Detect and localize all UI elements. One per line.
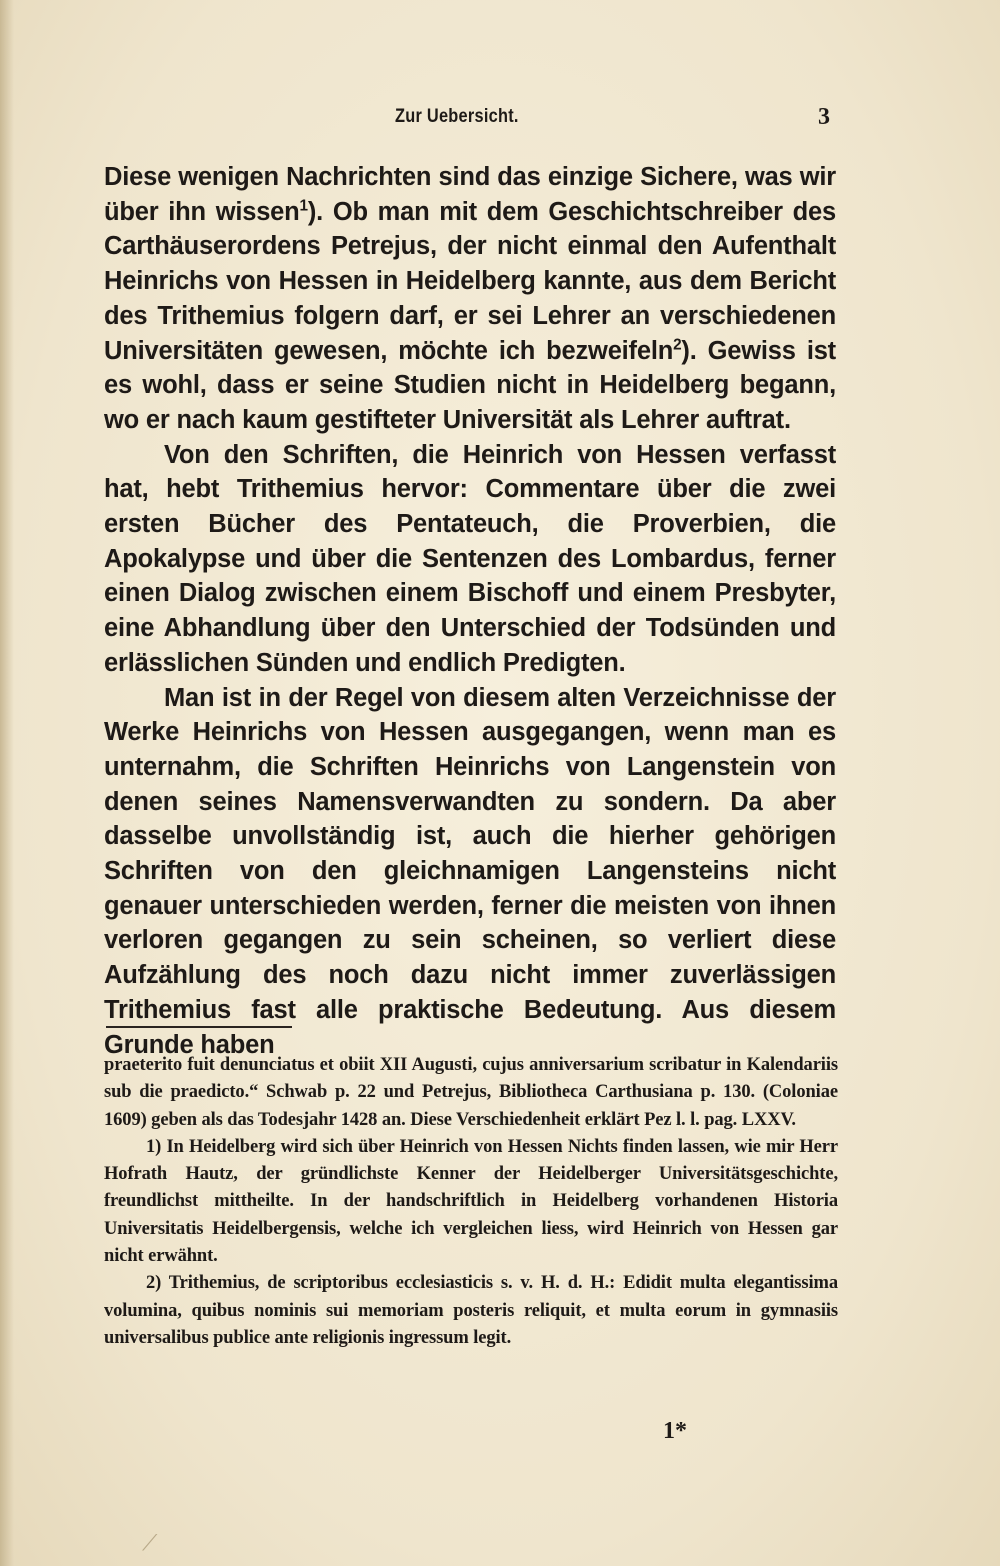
paragraph-3: Man ist in der Regel von diesem alten Verzeichnisse der Werke Heinrichs von Hessen ausgegangen, wenn man es unternahm, die Schriften Heinrichs von Langenstein von denen seines Namensverwandten zu sondern. Da aber dasselbe unvollständig ist, auch die hierher gehörigen Schriften von den gleichnamigen Langensteins nicht genauer unterschieden werden, ferner die meisten von ihnen verloren gegangen zu sein scheinen, so verliert diese Aufzählung des noch dazu nicht immer zuverlässigen Trithemius fast alle praktische Bedeutung. Aus diesem Grunde haben bbox=[104, 683, 836, 1059]
paragraph-1-text-a: Diese wenigen Nachrichten sind das einzige Sichere, was wir über ihn wissen bbox=[104, 163, 836, 226]
page-corner-crease: ⟋ bbox=[142, 1530, 158, 1555]
paragraph-2: Von den Schriften, die Heinrich von Hessen verfasst hat, hebt Trithemius hervor: Commentare über die zwei ersten Bücher des Pentateuch, die Proverbien, die Apokalypse und über die Sentenzen des Lombardus, ferner einen Dialog zwischen einem Bischoff und einem Presbyter, eine Abhandlung über den Unterschied der Todsünden und erlässlichen Sünden und endlich Predigten. bbox=[104, 440, 836, 677]
footnote-ref-1: 1 bbox=[299, 197, 308, 215]
footnote-ref-2: 2 bbox=[673, 336, 682, 354]
page-number: 3 bbox=[818, 104, 830, 130]
main-text bbox=[104, 160, 836, 1062]
paragraph-1-text-b: ). Ob man mit dem Geschichtschreiber des Carthäuserordens Petrejus, der nicht einmal den Aufenthalt Heinrichs von Hessen in Heidelberg kannte, aus dem Bericht des Trithemius folgern darf, er sei Lehrer an verschiedenen Universitäten gewesen, möchte ich bezweifeln bbox=[104, 197, 836, 365]
running-head: Zur Uebersicht. bbox=[395, 106, 519, 127]
signature-mark: 1* bbox=[663, 1418, 687, 1444]
footnote-rule bbox=[106, 1026, 292, 1028]
page-gutter-shadow bbox=[0, 0, 14, 1566]
footnote-1: 1) In Heidelberg wird sich über Heinrich von Hessen Nichts finden lassen, wie mir Herr Hofrath Hautz, der gründlichste Kenner der Heidelberger Universitätsgeschichte, freundlichst mittheilte. In der handschriftlich in Heidelberg vorhandenen Historia Universitatis Heidelbergensis, welche ich vergleichen liess, wird Heinrich von Hessen gar nicht erwähnt. bbox=[104, 1136, 838, 1267]
footnotes bbox=[104, 1052, 838, 1352]
paragraph-1 bbox=[104, 160, 836, 438]
footnote-continuation: praeterito fuit denunciatus et obiit XII Augusti, cujus anniversarium scribatur in Kalendariis sub die praedicto.“ Schwab p. 22 und Petrejus, Bibliotheca Carthusiana p. 130. (Coloniae 1609) geben als das Todesjahr 1428 an. Diese Verschiedenheit erklärt Pez l. l. pag. LXXV. bbox=[104, 1055, 838, 1130]
footnote-2: 2) Trithemius, de scriptoribus ecclesiasticis s. v. H. d. H.: Edidit multa elegantissima volumina, quibus nominis sui memoriam posteris reliquit, et multa eorum in gymnasiis universalibus publice ante religionis ingressum legit. bbox=[104, 1273, 838, 1348]
paragraph-1-text-c: ). Gewiss ist es wohl, dass er seine Studien nicht in Heidelberg begann, wo er nach kaum gestifteter Universität als Lehrer auftrat. bbox=[104, 336, 836, 434]
